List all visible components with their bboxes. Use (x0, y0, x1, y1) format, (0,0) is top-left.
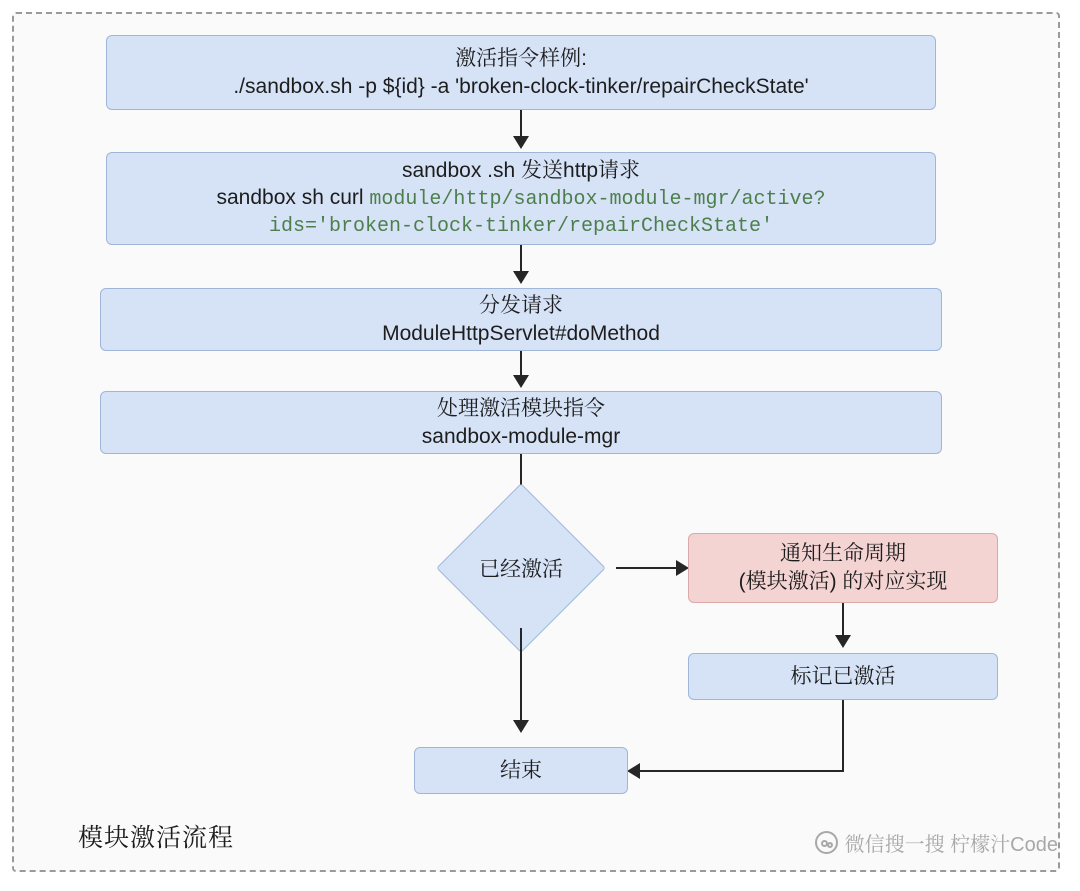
decision-label: 已经激活 (479, 558, 563, 581)
node-send-http (106, 152, 936, 245)
arrow-1 (513, 136, 529, 149)
connector-mark-down (842, 700, 844, 772)
node-mark-active-line1: 标记已激活 (790, 664, 896, 688)
node-send-http-line2-code: module/http/sandbox-module-mgr/active? (369, 188, 826, 212)
wechat-search-icon (815, 831, 838, 854)
watermark-text: 微信搜一搜 柠檬汁Code (844, 834, 1058, 856)
node-dispatch-line2: ModuleHttpServlet#doMethod (382, 321, 660, 345)
connector-decision-down (520, 628, 522, 723)
node-send-http-line3-code: ids='broken-clock-tinker/repairCheckState' (268, 214, 774, 238)
node-notify-lifecycle-line1: 通知生命周期 (780, 542, 906, 566)
node-send-http-line2 (217, 184, 826, 213)
node-handle-command-line1: 处理激活模块指令 (437, 396, 605, 420)
watermark (815, 828, 1058, 857)
connector-mark-left (640, 770, 844, 772)
connector-3 (520, 351, 522, 378)
node-command-example (106, 35, 936, 110)
connector-notify-to-mark (842, 603, 844, 638)
arrow-notify-to-mark (835, 635, 851, 648)
node-dispatch (100, 288, 942, 351)
node-command-example-line2: ./sandbox.sh -p ${id} -a 'broken-clock-tinker/repairCheckState' (233, 74, 809, 98)
arrow-3 (513, 375, 529, 388)
arrow-decision-down (513, 720, 529, 733)
node-notify-lifecycle (688, 533, 998, 603)
connector-decision-right (616, 567, 678, 569)
node-notify-lifecycle-line2: (模块激活) 的对应实现 (738, 570, 948, 593)
node-dispatch-line1: 分发请求 (479, 293, 563, 317)
node-handle-command (100, 391, 942, 454)
node-decision-already-active (426, 508, 616, 628)
diagram-caption: 模块激活流程 (78, 824, 235, 852)
node-end-line1: 结束 (500, 758, 542, 782)
node-end (414, 747, 628, 794)
node-mark-active (688, 653, 998, 700)
node-send-http-line1: sandbox .sh 发送http请求 (401, 158, 641, 182)
node-command-example-line1: 激活指令样例: (455, 46, 587, 70)
node-send-http-line2-prefix: sandbox sh curl (216, 186, 370, 210)
node-handle-command-line2: sandbox-module-mgr (421, 424, 621, 448)
arrow-2 (513, 271, 529, 284)
arrow-mark-to-end (627, 763, 640, 779)
